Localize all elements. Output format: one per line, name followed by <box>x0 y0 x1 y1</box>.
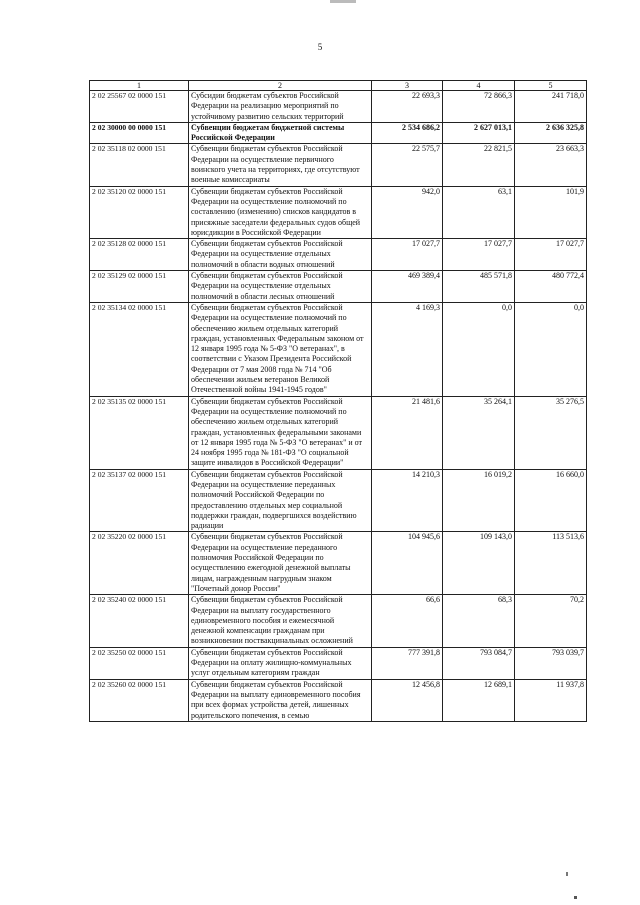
table-row <box>90 679 587 721</box>
value-cell-col5: 2 636 325,8 <box>515 122 587 144</box>
column-header: 4 <box>443 81 515 91</box>
value-cell-col4: 485 571,8 <box>443 271 515 303</box>
value-cell-col5: 480 772,4 <box>515 271 587 303</box>
budget-code-cell: 2 02 35250 02 0000 151 <box>90 647 189 679</box>
value-cell-col5: 101,9 <box>515 186 587 238</box>
value-cell-col3: 66,6 <box>372 595 443 647</box>
budget-code-cell: 2 02 35240 02 0000 151 <box>90 595 189 647</box>
value-cell-col3: 12 456,8 <box>372 679 443 721</box>
budget-code-cell: 2 02 35135 02 0000 151 <box>90 396 189 469</box>
value-cell-col5: 70,2 <box>515 595 587 647</box>
description-cell: Субвенции бюджетам субъектов Российской Федерации на осуществление полномочий по обеспечению жильем отдельных категорий граждан, установленных федеральными законами от 12 января 1995 года № 5-ФЗ "О ветеранах" и от 24 ноября 1995 года № 181-ФЗ "О социальной защите инвалидов в Российской Федерации" <box>189 396 372 469</box>
column-header: 2 <box>189 81 372 91</box>
value-cell-col4: 68,3 <box>443 595 515 647</box>
value-cell-col3: 4 169,3 <box>372 302 443 396</box>
description-cell: Субвенции бюджетам субъектов Российской Федерации на осуществление переданных полномочий Российской Федерации по предоставлению отдельных мер социальной поддержки граждан, подвергшихся воздействию радиации <box>189 469 372 532</box>
budget-code-cell: 2 02 35128 02 0000 151 <box>90 239 189 271</box>
scan-artifact-top <box>330 0 356 3</box>
table-body <box>90 91 587 722</box>
description-cell: Субвенции бюджетам субъектов Российской Федерации на оплату жилищно-коммунальных услуг отдельным категориям граждан <box>189 647 372 679</box>
budget-code-cell: 2 02 35137 02 0000 151 <box>90 469 189 532</box>
value-cell-col4: 12 689,1 <box>443 679 515 721</box>
value-cell-col5: 113 513,6 <box>515 532 587 595</box>
table-row <box>90 469 587 532</box>
value-cell-col5: 16 660,0 <box>515 469 587 532</box>
table-row <box>90 302 587 396</box>
budget-code-cell: 2 02 35134 02 0000 151 <box>90 302 189 396</box>
budget-code-cell: 2 02 30000 00 0000 151 <box>90 122 189 144</box>
budget-code-cell: 2 02 35220 02 0000 151 <box>90 532 189 595</box>
description-cell: Субвенции бюджетам субъектов Российской Федерации на осуществление переданного полномочия Российской Федерации по осуществлению ежегодной денежной выплаты лицам, награжденным нагрудным знаком "Почетный донор России" <box>189 532 372 595</box>
description-cell: Субвенции бюджетам субъектов Российской Федерации на выплату государственного единовременного пособия и ежемесячной денежной компенсации гражданам при возникновении поствакцинальных осложнений <box>189 595 372 647</box>
table-row <box>90 532 587 595</box>
value-cell-col5: 0,0 <box>515 302 587 396</box>
value-cell-col3: 14 210,3 <box>372 469 443 532</box>
value-cell-col3: 469 389,4 <box>372 271 443 303</box>
scan-artifact-right <box>566 872 568 876</box>
value-cell-col4: 72 866,3 <box>443 91 515 123</box>
table-row <box>90 122 587 144</box>
value-cell-col5: 11 937,8 <box>515 679 587 721</box>
value-cell-col4: 109 143,0 <box>443 532 515 595</box>
table-row <box>90 91 587 123</box>
value-cell-col3: 2 534 686,2 <box>372 122 443 144</box>
table-row <box>90 271 587 303</box>
column-header: 5 <box>515 81 587 91</box>
table-row <box>90 239 587 271</box>
description-cell: Субвенции бюджетам субъектов Российской Федерации на осуществление полномочий по обеспечению жильем отдельных категорий граждан, установленных Федеральным законом от 12 января 1995 года № 5-ФЗ "О ветеранах", в соответствии с Указом Президента Российской Федерации от 7 мая 2008 года № 714 "Об обеспечении жильем ветеранов Великой Отечественной войны 1941-1945 годов" <box>189 302 372 396</box>
value-cell-col5: 241 718,0 <box>515 91 587 123</box>
value-cell-col4: 0,0 <box>443 302 515 396</box>
value-cell-col4: 16 019,2 <box>443 469 515 532</box>
table-row <box>90 595 587 647</box>
description-cell: Субвенции бюджетам субъектов Российской Федерации на выплату единовременного пособия при всех формах устройства детей, лишенных родительского попечения, в семью <box>189 679 372 721</box>
value-cell-col3: 942,0 <box>372 186 443 238</box>
column-number-row <box>90 81 587 91</box>
budget-code-cell: 2 02 35129 02 0000 151 <box>90 271 189 303</box>
value-cell-col5: 793 039,7 <box>515 647 587 679</box>
value-cell-col3: 777 391,8 <box>372 647 443 679</box>
description-cell: Субвенции бюджетам субъектов Российской Федерации на осуществление первичного воинского учета на территориях, где отсутствуют военные комиссариаты <box>189 144 372 186</box>
description-cell: Субвенции бюджетам бюджетной системы Российской Федерации <box>189 122 372 144</box>
description-cell: Субвенции бюджетам субъектов Российской Федерации на осуществление полномочий по составлению (изменению) списков кандидатов в присяжные заседатели федеральных судов общей юрисдикции в Российской Федерации <box>189 186 372 238</box>
budget-code-cell: 2 02 25567 02 0000 151 <box>90 91 189 123</box>
column-header: 1 <box>90 81 189 91</box>
table-row <box>90 647 587 679</box>
budget-code-cell: 2 02 35260 02 0000 151 <box>90 679 189 721</box>
budget-code-cell: 2 02 35120 02 0000 151 <box>90 186 189 238</box>
value-cell-col3: 21 481,6 <box>372 396 443 469</box>
page-number: 5 <box>317 42 323 52</box>
value-cell-col4: 22 821,5 <box>443 144 515 186</box>
value-cell-col5: 17 027,7 <box>515 239 587 271</box>
value-cell-col3: 22 575,7 <box>372 144 443 186</box>
table-row <box>90 144 587 186</box>
table-row <box>90 186 587 238</box>
value-cell-col4: 17 027,7 <box>443 239 515 271</box>
description-cell: Субвенции бюджетам субъектов Российской Федерации на осуществление отдельных полномочий в области водных отношений <box>189 239 372 271</box>
scan-artifact-bottom <box>574 896 577 899</box>
value-cell-col3: 17 027,7 <box>372 239 443 271</box>
table-row <box>90 396 587 469</box>
value-cell-col3: 22 693,3 <box>372 91 443 123</box>
budget-code-cell: 2 02 35118 02 0000 151 <box>90 144 189 186</box>
value-cell-col4: 63,1 <box>443 186 515 238</box>
value-cell-col4: 2 627 013,1 <box>443 122 515 144</box>
value-cell-col4: 793 084,7 <box>443 647 515 679</box>
value-cell-col4: 35 264,1 <box>443 396 515 469</box>
description-cell: Субсидии бюджетам субъектов Российской Федерации на реализацию мероприятий по устойчивому развитию сельских территорий <box>189 91 372 123</box>
value-cell-col3: 104 945,6 <box>372 532 443 595</box>
budget-table <box>89 80 587 722</box>
value-cell-col5: 35 276,5 <box>515 396 587 469</box>
column-header: 3 <box>372 81 443 91</box>
value-cell-col5: 23 663,3 <box>515 144 587 186</box>
description-cell: Субвенции бюджетам субъектов Российской Федерации на осуществление отдельных полномочий в области лесных отношений <box>189 271 372 303</box>
